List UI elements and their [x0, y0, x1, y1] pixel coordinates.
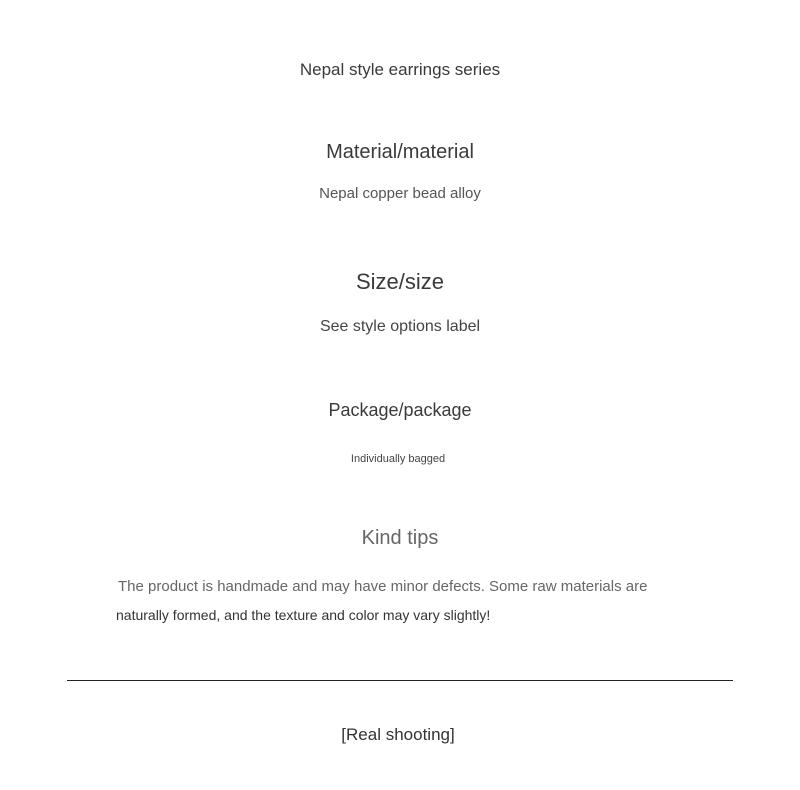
real-shooting-label: [Real shooting] — [341, 725, 455, 744]
kind-tips-text-line-1: The product is handmade and may have minor defects. Some raw materials are — [118, 578, 648, 595]
size-heading: Size/size — [355, 269, 445, 294]
package-heading: Package/package — [328, 400, 472, 420]
kind-tips-heading: Kind tips — [361, 527, 439, 549]
material-value: Nepal copper bead alloy — [319, 185, 481, 202]
section-divider — [67, 680, 733, 681]
material-heading: Material/material — [326, 141, 474, 163]
kind-tips-text-line-2: naturally formed, and the texture and color may vary slightly! — [116, 607, 491, 623]
size-value: See style options label — [319, 318, 481, 335]
package-value: Individually bagged — [350, 453, 446, 465]
series-title: Nepal style earrings series — [299, 60, 501, 79]
